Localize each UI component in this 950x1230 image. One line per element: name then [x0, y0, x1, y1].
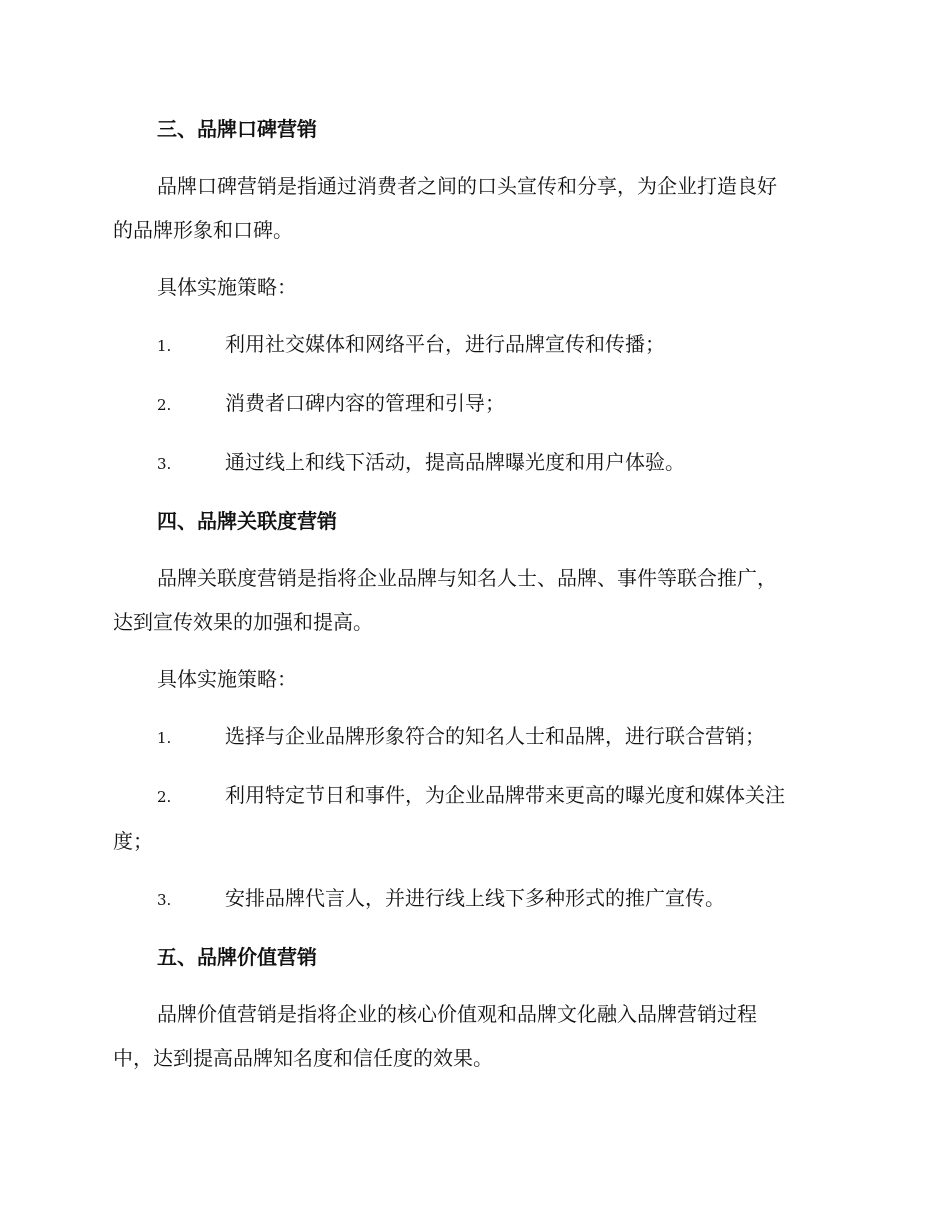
list-item	[113, 773, 835, 863]
intro-line: 品牌口碑营销是指通过消费者之间的口头宣传和分享，为企业打造良好	[157, 174, 777, 198]
list-item	[113, 381, 835, 427]
list-item-text: 通过线上和线下活动，提高品牌曝光度和用户体验。	[225, 450, 685, 474]
intro-line: 达到宣传效果的加强和提高。	[113, 610, 373, 634]
section-heading: 五、品牌价值营销	[157, 945, 317, 969]
list-item	[113, 322, 835, 368]
list-item	[113, 876, 835, 922]
section-intro	[113, 556, 835, 644]
list-item-text: 选择与企业品牌形象符合的知名人士和品牌，进行联合营销；	[225, 724, 765, 748]
section-intro	[113, 164, 835, 252]
strategy-label: 具体实施策略：	[157, 275, 297, 299]
strategy-label: 具体实施策略：	[157, 667, 297, 691]
list-number: 1.	[157, 729, 172, 747]
list-item-text: 利用社交媒体和网络平台，进行品牌宣传和传播；	[225, 332, 665, 356]
list-number: 2.	[157, 788, 172, 806]
list-item-text: 消费者口碑内容的管理和引导；	[225, 391, 505, 415]
intro-line: 品牌关联度营销是指将企业品牌与知名人士、品牌、事件等联合推广，	[157, 566, 777, 590]
intro-line: 品牌价值营销是指将企业的核心价值观和品牌文化融入品牌营销过程	[157, 1002, 757, 1026]
list-item	[113, 440, 835, 486]
list-item-text-continued: 度；	[113, 829, 153, 853]
section-heading: 四、品牌关联度营销	[157, 509, 337, 533]
section-intro	[113, 992, 835, 1080]
document-body	[113, 107, 835, 1093]
intro-line: 中，达到提高品牌知名度和信任度的效果。	[113, 1046, 493, 1070]
list-number: 3.	[157, 891, 172, 909]
list-number: 3.	[157, 455, 172, 473]
list-number: 1.	[157, 337, 172, 355]
list-item-text: 安排品牌代言人，并进行线上线下多种形式的推广宣传。	[225, 886, 725, 910]
list-number: 2.	[157, 396, 172, 414]
list-item-text: 利用特定节日和事件，为企业品牌带来更高的曝光度和媒体关注	[225, 783, 785, 807]
list-item	[113, 714, 835, 760]
intro-line: 的品牌形象和口碑。	[113, 218, 293, 242]
section-heading: 三、品牌口碑营销	[157, 117, 317, 141]
